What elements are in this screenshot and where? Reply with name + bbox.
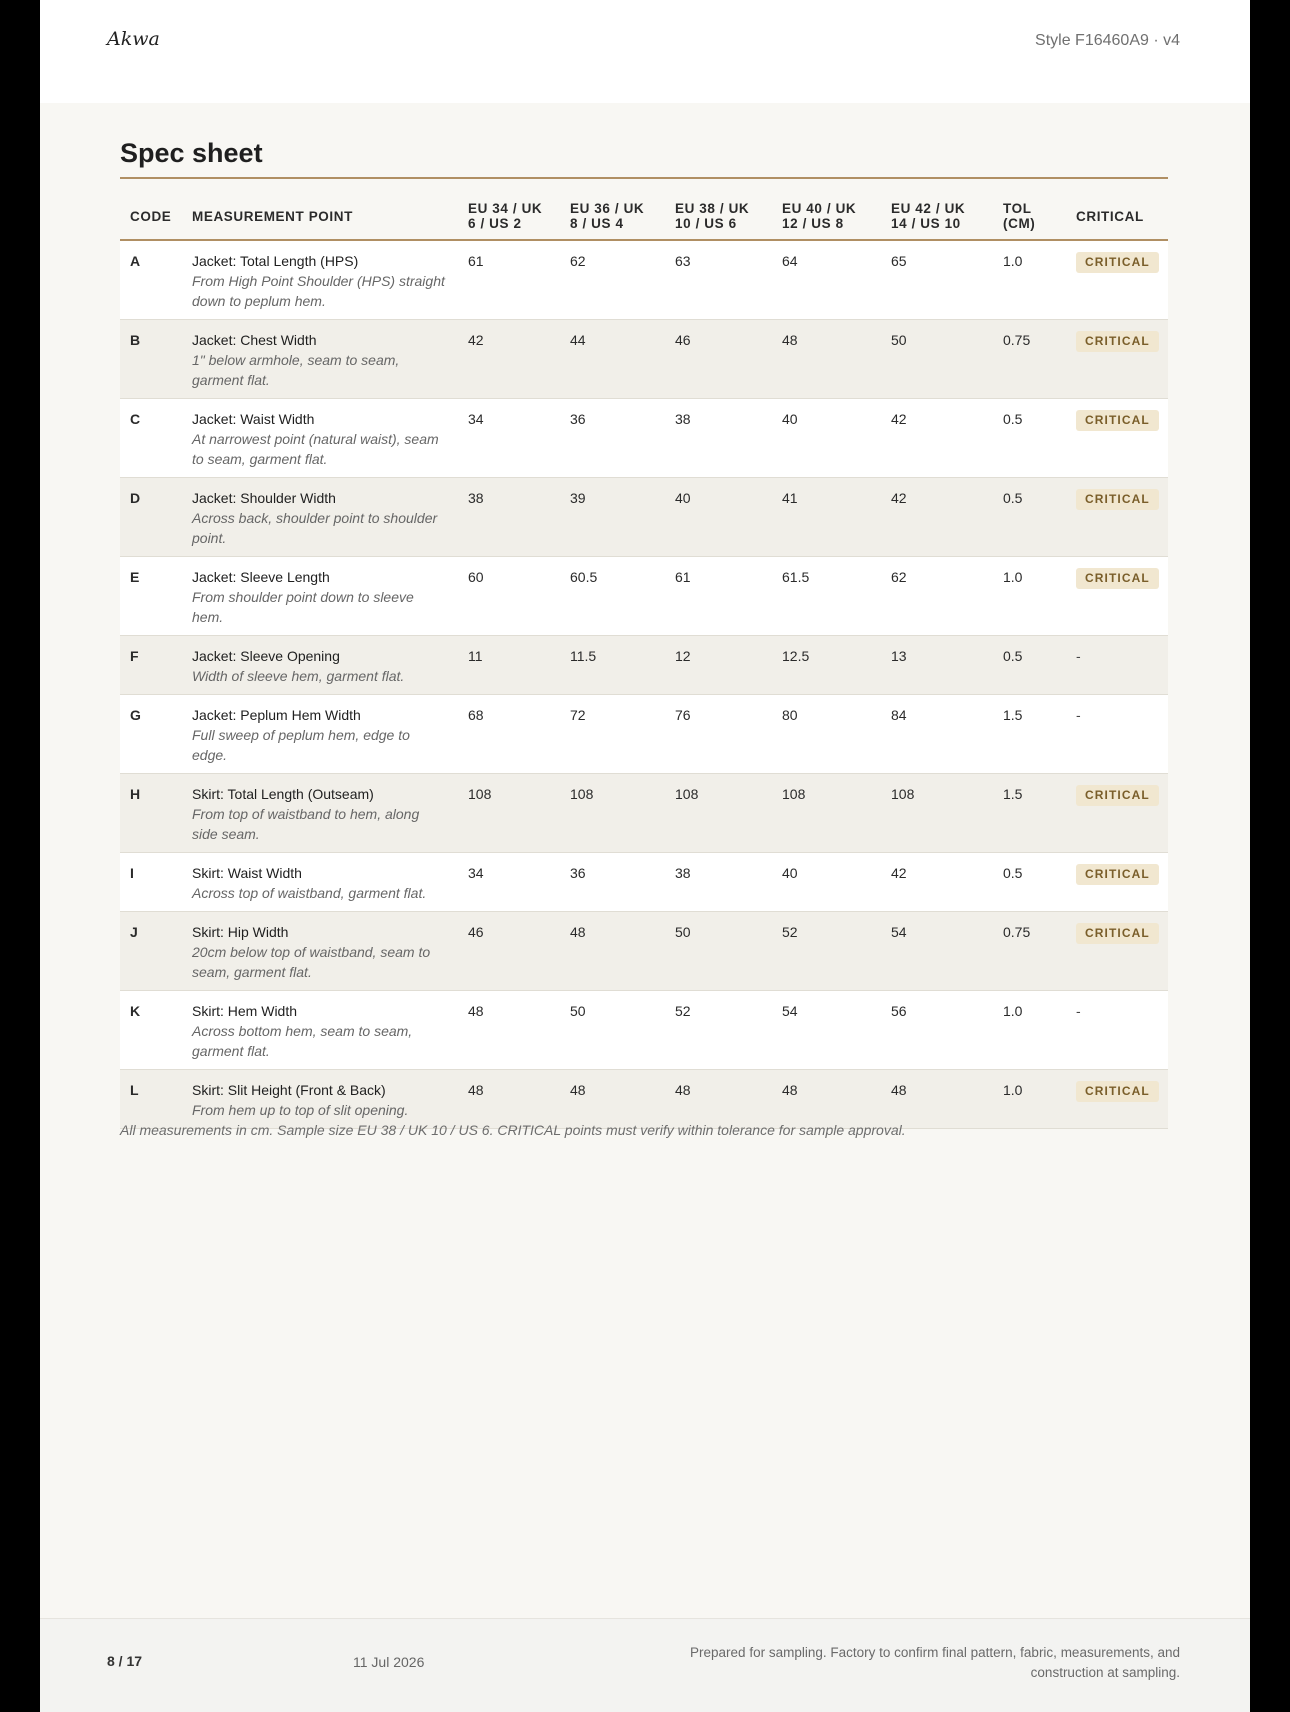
size-value: 48 <box>560 1070 665 1129</box>
size-value: 50 <box>560 991 665 1070</box>
measurement-name: Skirt: Total Length (Outseam) <box>192 786 374 802</box>
measurement-description: Width of sleeve hem, garment flat. <box>192 668 405 684</box>
size-value: 63 <box>665 240 772 320</box>
measurement-name: Jacket: Total Length (HPS) <box>192 253 359 269</box>
row-code: A <box>120 240 182 320</box>
measurement-description: 1" below armhole, seam to seam, garment flat. <box>192 352 400 388</box>
table-row <box>120 774 1168 853</box>
measurement-point <box>182 774 458 853</box>
table-row <box>120 1070 1168 1129</box>
size-value: 13 <box>881 636 993 695</box>
critical-cell <box>1066 1070 1168 1129</box>
page-number: 8 / 17 <box>107 1653 143 1669</box>
size-value: 68 <box>458 695 560 774</box>
row-code: F <box>120 636 182 695</box>
column-header: EU 42 / UK 14 / US 10 <box>881 191 993 240</box>
measurement-point <box>182 912 458 991</box>
tolerance-value: 1.5 <box>993 774 1066 853</box>
row-code: E <box>120 557 182 636</box>
measurement-name: Jacket: Shoulder Width <box>192 490 336 506</box>
measurement-description: 20cm below top of waistband, seam to seam, garment flat. <box>192 944 431 980</box>
column-header: EU 40 / UK 12 / US 8 <box>772 191 881 240</box>
size-value: 61 <box>665 557 772 636</box>
size-value: 61 <box>458 240 560 320</box>
measurement-point <box>182 695 458 774</box>
size-value: 61.5 <box>772 557 881 636</box>
measurement-description: Across back, shoulder point to shoulder point. <box>192 510 438 546</box>
size-value: 62 <box>560 240 665 320</box>
measurement-name: Jacket: Waist Width <box>192 411 315 427</box>
column-header: CODE <box>120 191 182 240</box>
measurement-name: Skirt: Waist Width <box>192 865 302 881</box>
size-value: 48 <box>665 1070 772 1129</box>
size-value: 60 <box>458 557 560 636</box>
critical-badge: CRITICAL <box>1076 331 1159 352</box>
measurement-point <box>182 636 458 695</box>
size-value: 34 <box>458 399 560 478</box>
row-code: K <box>120 991 182 1070</box>
table-row <box>120 912 1168 991</box>
critical-cell <box>1066 774 1168 853</box>
measurement-point <box>182 557 458 636</box>
size-value: 42 <box>881 478 993 557</box>
critical-badge: CRITICAL <box>1076 252 1159 273</box>
row-code: G <box>120 695 182 774</box>
size-value: 108 <box>772 774 881 853</box>
table-row <box>120 399 1168 478</box>
table-row <box>120 991 1168 1070</box>
not-critical-dash: - <box>1076 1003 1081 1019</box>
size-value: 11 <box>458 636 560 695</box>
size-value: 52 <box>772 912 881 991</box>
tolerance-value: 0.75 <box>993 912 1066 991</box>
row-code: I <box>120 853 182 912</box>
tolerance-value: 0.5 <box>993 636 1066 695</box>
style-reference: Style F16460A9 · v4 <box>1035 32 1180 49</box>
table-header-row <box>120 191 1168 240</box>
critical-cell <box>1066 695 1168 774</box>
tolerance-value: 0.75 <box>993 320 1066 399</box>
column-header: EU 34 / UK 6 / US 2 <box>458 191 560 240</box>
row-code: C <box>120 399 182 478</box>
size-value: 72 <box>560 695 665 774</box>
measurement-description: Across top of waistband, garment flat. <box>192 885 427 901</box>
footer-disclaimer: Prepared for sampling. Factory to confirm final pattern, fabric, measurements, and construction at sampling. <box>690 1645 1180 1680</box>
size-value: 64 <box>772 240 881 320</box>
size-value: 48 <box>458 991 560 1070</box>
size-value: 36 <box>560 399 665 478</box>
row-code: L <box>120 1070 182 1129</box>
size-value: 40 <box>772 399 881 478</box>
table-row <box>120 695 1168 774</box>
not-critical-dash: - <box>1076 707 1081 723</box>
measurement-note: All measurements in cm. Sample size EU 38 / UK 10 / US 6. CRITICAL points must verify within tolerance for sample approval. <box>120 1122 906 1138</box>
column-header: EU 36 / UK 8 / US 4 <box>560 191 665 240</box>
size-value: 48 <box>772 1070 881 1129</box>
size-value: 40 <box>772 853 881 912</box>
tolerance-value: 1.0 <box>993 557 1066 636</box>
table-row <box>120 320 1168 399</box>
row-code: D <box>120 478 182 557</box>
critical-badge: CRITICAL <box>1076 923 1159 944</box>
measurement-point <box>182 399 458 478</box>
size-value: 12.5 <box>772 636 881 695</box>
column-header: CRITICAL <box>1066 191 1168 240</box>
size-value: 42 <box>881 853 993 912</box>
column-header: TOL (CM) <box>993 191 1066 240</box>
size-value: 48 <box>881 1070 993 1129</box>
measurement-description: Full sweep of peplum hem, edge to edge. <box>192 727 410 763</box>
size-value: 11.5 <box>560 636 665 695</box>
measurement-description: Across bottom hem, seam to seam, garment flat. <box>192 1023 413 1059</box>
measurement-point <box>182 240 458 320</box>
measurement-description: At narrowest point (natural waist), seam to seam, garment flat. <box>192 431 439 467</box>
measurement-description: From High Point Shoulder (HPS) straight down to peplum hem. <box>192 273 445 309</box>
size-value: 40 <box>665 478 772 557</box>
size-value: 54 <box>881 912 993 991</box>
tolerance-value: 1.5 <box>993 695 1066 774</box>
size-value: 108 <box>665 774 772 853</box>
size-value: 54 <box>772 991 881 1070</box>
size-value: 52 <box>665 991 772 1070</box>
size-value: 42 <box>881 399 993 478</box>
critical-badge: CRITICAL <box>1076 568 1159 589</box>
table-body <box>120 240 1168 1129</box>
brand-logo: Akwa <box>107 28 160 50</box>
spec-table <box>120 191 1168 1129</box>
critical-badge: CRITICAL <box>1076 1081 1159 1102</box>
critical-cell <box>1066 853 1168 912</box>
measurement-point <box>182 478 458 557</box>
size-value: 12 <box>665 636 772 695</box>
size-value: 108 <box>560 774 665 853</box>
measurement-description: From hem up to top of slit opening. <box>192 1102 409 1118</box>
column-header: EU 38 / UK 10 / US 6 <box>665 191 772 240</box>
document-date: 11 Jul 2026 <box>353 1654 425 1670</box>
table-row <box>120 636 1168 695</box>
size-value: 38 <box>665 399 772 478</box>
row-code: J <box>120 912 182 991</box>
size-value: 48 <box>458 1070 560 1129</box>
tolerance-value: 0.5 <box>993 478 1066 557</box>
page-footer <box>40 1618 1250 1712</box>
size-value: 39 <box>560 478 665 557</box>
tolerance-value: 0.5 <box>993 853 1066 912</box>
measurement-description: From shoulder point down to sleeve hem. <box>192 589 414 625</box>
critical-cell <box>1066 636 1168 695</box>
table-row <box>120 557 1168 636</box>
critical-cell <box>1066 478 1168 557</box>
row-code: B <box>120 320 182 399</box>
size-value: 38 <box>458 478 560 557</box>
size-value: 56 <box>881 991 993 1070</box>
tolerance-value: 1.0 <box>993 991 1066 1070</box>
row-code: H <box>120 774 182 853</box>
measurement-name: Jacket: Peplum Hem Width <box>192 707 361 723</box>
critical-badge: CRITICAL <box>1076 864 1159 885</box>
measurement-name: Skirt: Hip Width <box>192 924 289 940</box>
measurement-point <box>182 991 458 1070</box>
critical-cell <box>1066 991 1168 1070</box>
measurement-name: Jacket: Sleeve Opening <box>192 648 340 664</box>
size-value: 48 <box>560 912 665 991</box>
measurement-point <box>182 320 458 399</box>
critical-badge: CRITICAL <box>1076 489 1159 510</box>
column-header: MEASUREMENT POINT <box>182 191 458 240</box>
measurement-point <box>182 1070 458 1129</box>
size-value: 36 <box>560 853 665 912</box>
page-header <box>40 0 1250 103</box>
critical-cell <box>1066 320 1168 399</box>
size-value: 65 <box>881 240 993 320</box>
not-critical-dash: - <box>1076 648 1081 664</box>
measurement-name: Skirt: Hem Width <box>192 1003 298 1019</box>
size-value: 108 <box>458 774 560 853</box>
size-value: 46 <box>458 912 560 991</box>
critical-badge: CRITICAL <box>1076 410 1159 431</box>
tolerance-value: 0.5 <box>993 399 1066 478</box>
page-title: Spec sheet <box>120 138 263 168</box>
size-value: 80 <box>772 695 881 774</box>
measurement-description: From top of waistband to hem, along side seam. <box>192 806 420 842</box>
document-page <box>40 0 1250 1711</box>
critical-cell <box>1066 912 1168 991</box>
size-value: 44 <box>560 320 665 399</box>
size-value: 41 <box>772 478 881 557</box>
measurement-name: Jacket: Sleeve Length <box>192 569 330 585</box>
critical-badge: CRITICAL <box>1076 785 1159 806</box>
critical-cell <box>1066 399 1168 478</box>
size-value: 60.5 <box>560 557 665 636</box>
size-value: 62 <box>881 557 993 636</box>
measurement-name: Jacket: Chest Width <box>192 332 317 348</box>
table-row <box>120 240 1168 320</box>
size-value: 38 <box>665 853 772 912</box>
tolerance-value: 1.0 <box>993 240 1066 320</box>
title-divider <box>120 177 1168 179</box>
size-value: 76 <box>665 695 772 774</box>
measurement-point <box>182 853 458 912</box>
size-value: 46 <box>665 320 772 399</box>
table-row <box>120 853 1168 912</box>
size-value: 50 <box>665 912 772 991</box>
critical-cell <box>1066 240 1168 320</box>
tolerance-value: 1.0 <box>993 1070 1066 1129</box>
size-value: 48 <box>772 320 881 399</box>
size-value: 84 <box>881 695 993 774</box>
size-value: 42 <box>458 320 560 399</box>
table-row <box>120 478 1168 557</box>
size-value: 34 <box>458 853 560 912</box>
size-value: 108 <box>881 774 993 853</box>
critical-cell <box>1066 557 1168 636</box>
measurement-name: Skirt: Slit Height (Front & Back) <box>192 1082 386 1098</box>
size-value: 50 <box>881 320 993 399</box>
